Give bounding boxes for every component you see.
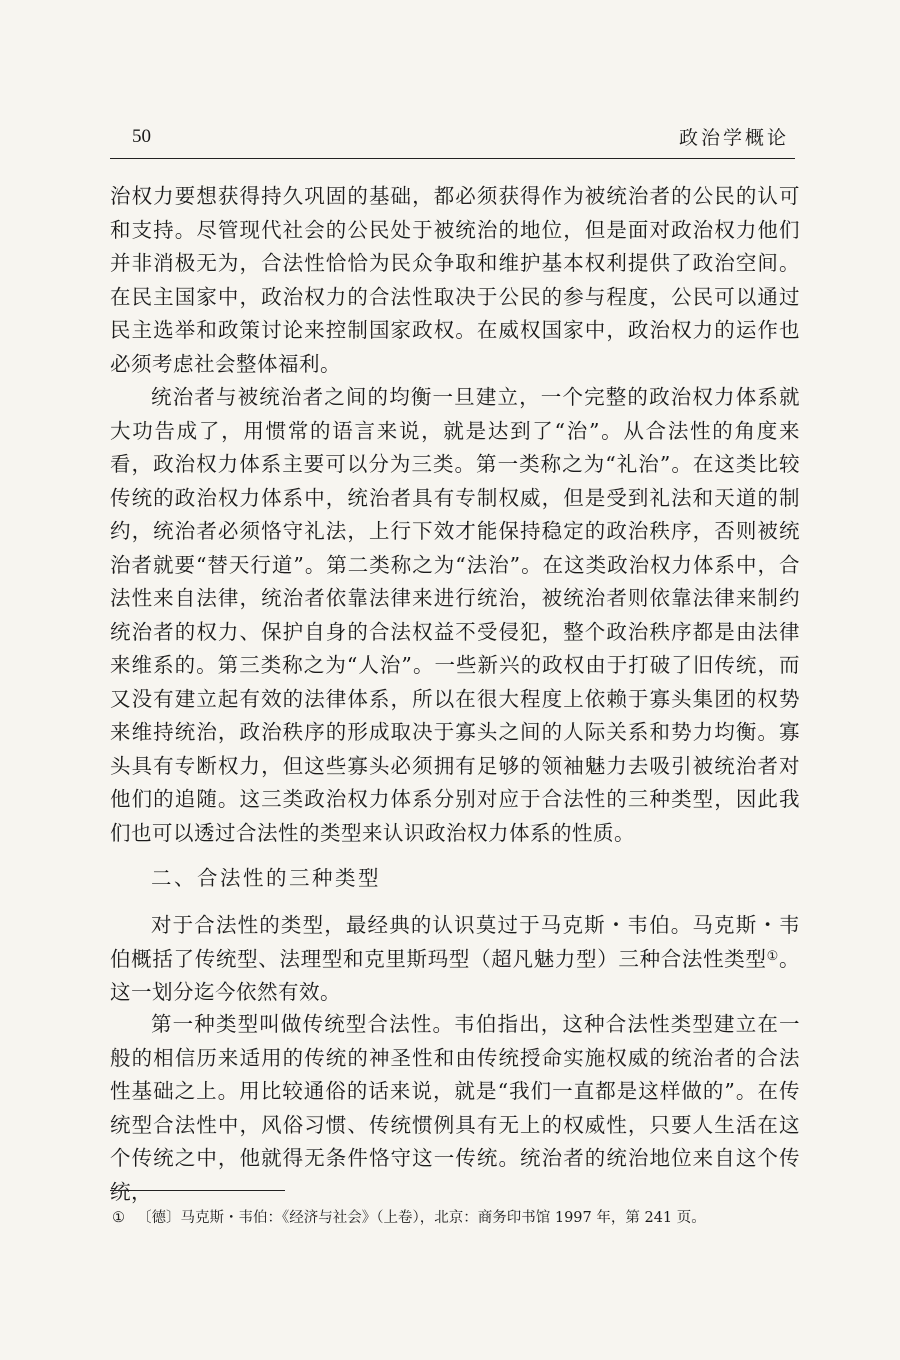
footnote-marker: ① xyxy=(112,1210,125,1226)
running-title: 政治学概论 xyxy=(678,127,789,149)
paragraph-weber-types-tail: 。这一划分迄今依然有效。 xyxy=(110,946,801,1004)
footnote xyxy=(112,1208,706,1228)
running-header xyxy=(110,118,795,159)
footnote-divider xyxy=(110,1190,285,1191)
paragraph-rule-types: 统治者与被统治者之间的均衡一旦建立，一个完整的政治权力体系就大功告成了，用惯常的语言来说，就是达到了“治”。从合法性的角度来看，政治权力体系主要可以分为三类。第一类称之为“礼治”。在这类比较传统的政治权力体系中，统治者具有专制权威，但是受到礼法和天道的制约，统治者必须恪守礼法，上行下效才能保持稳定的政治秩序，否则被统治者就要“替天行道”。第二类称之为“法治”。在这类政治权力体系中，合法性来自法律，统治者依靠法律来进行统治，被统治者则依靠法律来制约统治者的权力、保护自身的合法权益不受侵犯，整个政治秩序都是由法律来维系的。第三类称之为“人治”。一些新兴的政权由于打破了旧传统，而又没有建立起有效的法律体系，所以在很大程度上依赖于寡头集团的权势来维持统治，政治秩序的形成取决于寡头之间的人际关系和势力均衡。寡头具有专断权力，但这些寡头必须拥有足够的领袖魅力去吸引被统治者对他们的追随。这三类政治权力体系分别对应于合法性的三种类型，因此我们也可以透过合法性的类型来认识政治权力体系的性质。 xyxy=(110,385,800,845)
footnote-text: 〔德〕马克斯・韦伯：《经济与社会》（上卷），北京：商务印书馆 1997 年，第 241 页。 xyxy=(137,1210,706,1226)
paragraph-continuation: 治权力要想获得持久巩固的基础，都必须获得作为被统治者的公民的认可和支持。尽管现代社会的公民处于被统治的地位，但是面对政治权力他们并非消极无为，合法性恰恰为民众争取和维护基本权利提供了政治空间。在民主国家中，政治权力的合法性取决于公民的参与程度，公民可以通过民主选举和政策讨论来控制国家政权。在威权国家中，政治权力的运作也必须考虑社会整体福利。 xyxy=(110,184,800,376)
footnote-reference[interactable]: ① xyxy=(766,948,780,964)
paragraph-weber-types-text: 对于合法性的类型，最经典的认识莫过于马克斯・韦伯。马克斯・韦伯概括了传统型、法理型和克里斯玛型（超凡魅力型）三种合法性类型 xyxy=(110,913,800,971)
paragraph-weber-types xyxy=(110,909,800,1010)
section-heading: 二、合法性的三种类型 xyxy=(151,866,381,890)
paragraph-traditional-legitimacy: 第一种类型叫做传统型合法性。韦伯指出，这种合法性类型建立在一般的相信历来适用的传统的神圣性和由传统授命实施权威的统治者的合法性基础之上。用比较通俗的话来说，就是“我们一直都是这样做的”。在传统型合法性中，风俗习惯、传统惯例具有无上的权威性，只要人生活在这个传统之中，他就得无条件恪守这一传统。统治者的统治地位来自这个传统， xyxy=(110,1012,800,1204)
page-number: 50 xyxy=(132,126,151,147)
